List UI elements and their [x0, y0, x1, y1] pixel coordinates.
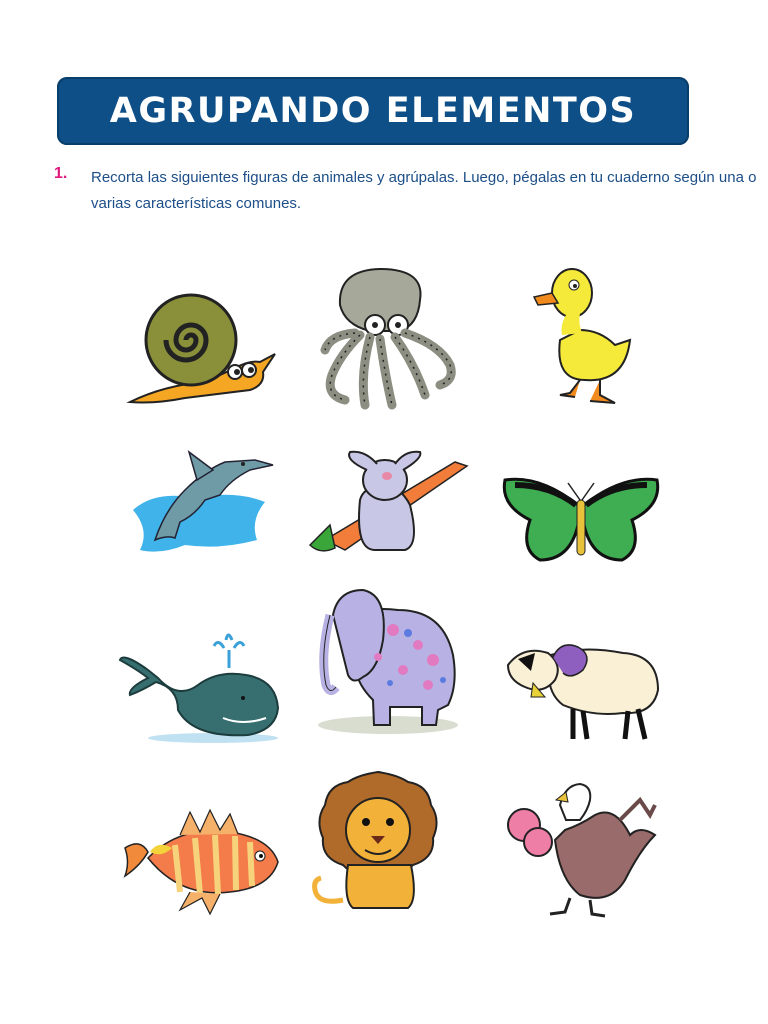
- snail-icon: [125, 290, 280, 410]
- elephant-icon: [318, 585, 463, 740]
- duck-icon: [530, 265, 635, 405]
- butterfly-icon: [500, 475, 662, 565]
- instruction-number: 1.: [54, 165, 68, 182]
- title-banner: [57, 77, 689, 145]
- page-title: AGRUPANDO ELEMENTOS: [109, 91, 637, 131]
- rabbit-icon: [305, 450, 470, 560]
- instruction-text: Recorta las siguientes figuras de animales y agrúpalas. Luego, pégalas en tu cuaderno según una o varias características comunes.: [91, 169, 757, 212]
- fish-icon: [120, 810, 282, 915]
- octopus-icon: [320, 265, 460, 410]
- vulture-icon: [500, 780, 660, 920]
- dolphin-icon: [125, 440, 275, 555]
- sheep-icon: [503, 635, 663, 745]
- lion-icon: [313, 770, 443, 915]
- whale-icon: [118, 630, 283, 745]
